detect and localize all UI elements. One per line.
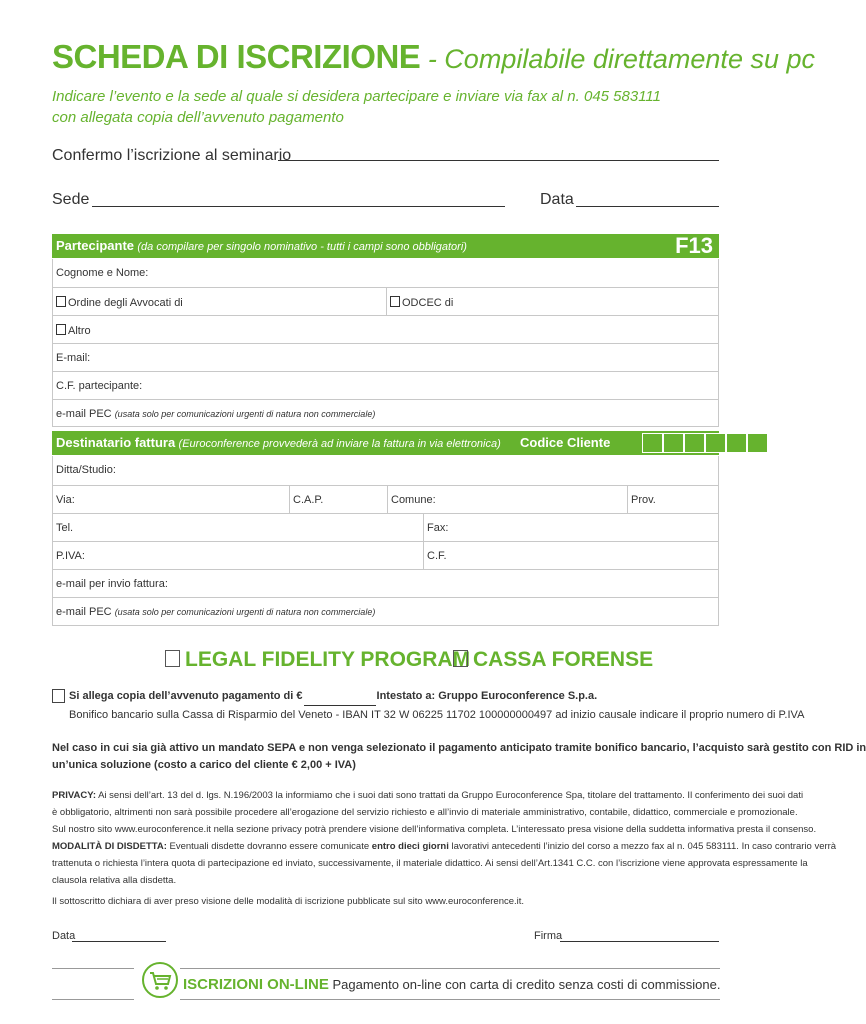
invoice-header xyxy=(52,431,719,455)
invoice-ditta-row[interactable] xyxy=(52,456,719,486)
client-code-label: Codice Cliente xyxy=(520,435,611,450)
payment-amount-label: Si allega copia dell’avvenuto pagamento di € xyxy=(69,690,303,702)
cassa-forense-label: CASSA FORENSE xyxy=(473,648,654,671)
participant-email-row[interactable] xyxy=(52,344,719,372)
disdetta-line-3: clausola relativa alla disdetta. xyxy=(52,875,177,886)
shopping-cart-icon xyxy=(142,962,178,998)
invoice-note: (Euroconference provvederà ad inviare la fattura in via elettronica) xyxy=(178,438,501,450)
online-registration-link[interactable] xyxy=(183,976,720,994)
disdetta-line-2: trattenuta o richiesta l’intera quota di partecipazione ed inviato, successivamente, il materiale didattico. Ai sensi dell’Art.1341 C.C. con l’iscrizione viene approvata espressamente la xyxy=(52,858,808,869)
instructions xyxy=(52,86,661,128)
altro-label: Altro xyxy=(68,325,91,337)
client-code-box[interactable] xyxy=(747,433,768,453)
online-text: Pagamento on-line con carta di credito senza costi di commissione. xyxy=(328,977,721,992)
title-sub: - Compilabile direttamente su pc xyxy=(420,44,815,74)
prov-cell[interactable] xyxy=(627,486,718,513)
seminar-field[interactable] xyxy=(278,160,719,161)
disdetta-line-1c: lavorativi antecedenti l’inizio del corso a mezzo fax al n. 045 583111. In caso contrario verrà xyxy=(448,841,837,852)
invoice-email-row[interactable] xyxy=(52,570,719,598)
disdetta-line-1a: Eventuali disdette dovranno essere comunicate xyxy=(166,841,372,852)
altro-checkbox[interactable] xyxy=(56,324,66,335)
odcec-label: ODCEC di xyxy=(402,297,454,309)
fax-label: Fax: xyxy=(427,522,449,534)
comune-cell[interactable] xyxy=(387,486,627,513)
sede-label: Sede xyxy=(52,191,90,208)
signature-data-label: Data xyxy=(52,930,76,942)
invoice-pec-row[interactable] xyxy=(52,598,719,626)
participant-note: (da compilare per singolo nominativo - tutti i campi sono obbligatori) xyxy=(137,241,467,253)
invoice-cf-cell[interactable] xyxy=(423,542,718,569)
pec-cell xyxy=(53,400,375,426)
signature-firma-label: Firma xyxy=(534,930,563,942)
invoice-pec-cell xyxy=(53,598,375,625)
pec-note: (usata solo per comunicazioni urgenti di natura non commerciale) xyxy=(114,409,376,419)
avvocati-label: Ordine degli Avvocati di xyxy=(68,297,183,309)
client-code-box[interactable] xyxy=(663,433,684,453)
invoice-pec-label: e-mail PEC xyxy=(56,606,112,618)
email-fattura-label: e-mail per invio fattura: xyxy=(56,578,168,590)
sepa-line-2: un’unica soluzione (costo a carico del cliente € 2,00 + IVA) xyxy=(52,759,356,771)
client-code-box[interactable] xyxy=(705,433,726,453)
piva-label: P.IVA: xyxy=(56,550,85,562)
instructions-line-1: Indicare l’evento e la sede al quale si desidera partecipare e inviare via fax al n. 045 583111 xyxy=(52,88,662,105)
via-label: Via: xyxy=(56,494,75,506)
privacy-label: PRIVACY: xyxy=(52,790,96,801)
client-code-box[interactable] xyxy=(726,433,747,453)
cap-cell[interactable] xyxy=(289,486,387,513)
form-code: F13 xyxy=(675,233,713,258)
online-label: ISCRIZIONI ON-LINE xyxy=(183,976,329,993)
disdetta-label: MODALITÀ DI DISDETTA: xyxy=(52,841,167,852)
payment-beneficiary: Intestato a: Gruppo Euroconference S.p.a. xyxy=(376,690,598,702)
declaration: Il sottoscritto dichiara di aver preso visione delle modalità di iscrizione pubblicate sul sito www.euroconference.it. xyxy=(52,896,525,907)
footer-divider xyxy=(52,968,134,969)
name-label: Cognome e Nome: xyxy=(56,267,149,279)
payment-checkbox[interactable] xyxy=(52,689,65,703)
invoice-cf-label: C.F. xyxy=(427,550,447,562)
signature-firma-field[interactable] xyxy=(560,941,719,942)
email-label: E-mail: xyxy=(56,352,91,364)
data-field[interactable] xyxy=(576,206,719,207)
client-code-box[interactable] xyxy=(642,433,663,453)
legal-fidelity-checkbox[interactable] xyxy=(165,650,180,667)
privacy-line-2: è obbligatorio, altrimenti non sarà possibile procedere all’erogazione del servizio richiesto e all’invio di materiale amministrativo, contabile, didattico, commerciale e promozionale. xyxy=(52,807,798,818)
fax-cell[interactable] xyxy=(423,514,718,541)
seminar-label: Confermo l’iscrizione al seminario xyxy=(52,147,292,164)
cf-label: C.F. partecipante: xyxy=(56,380,143,392)
instructions-line-2: con allegata copia dell’avvenuto pagamento xyxy=(52,109,344,126)
pec-label: e-mail PEC xyxy=(56,408,112,420)
participant-title: Partecipante xyxy=(56,238,135,253)
sepa-line-1: Nel caso in cui sia già attivo un mandato SEPA e non venga selezionato il pagamento anticipato tramite bonifico bancario, l’acquisto sarà gestito con RID in xyxy=(52,742,866,754)
privacy-block xyxy=(52,787,837,889)
footer-divider xyxy=(52,999,134,1000)
participant-name-row[interactable] xyxy=(52,259,719,288)
data-label: Data xyxy=(540,191,574,208)
title-main: SCHEDA DI ISCRIZIONE xyxy=(52,38,421,75)
client-code-box[interactable] xyxy=(684,433,705,453)
odcec-checkbox[interactable] xyxy=(390,296,400,307)
payment-line-2: Bonifico bancario sulla Cassa di Risparmio del Veneto - IBAN IT 32 W 06225 11702 100000000497 ad inizio causale indicare il proprio numero di P.IVA xyxy=(69,709,805,721)
invoice-title: Destinatario fattura xyxy=(56,435,176,450)
footer-divider xyxy=(180,999,720,1000)
participant-pec-row[interactable] xyxy=(52,400,719,427)
invoice-piva-row xyxy=(52,542,719,570)
cap-label: C.A.P. xyxy=(293,494,324,506)
participant-order-row xyxy=(52,288,719,316)
invoice-pec-note: (usata solo per comunicazioni urgenti di natura non commerciale) xyxy=(114,607,376,617)
sede-field[interactable] xyxy=(92,206,505,207)
ditta-label: Ditta/Studio: xyxy=(56,464,116,476)
cassa-forense-checkbox[interactable] xyxy=(453,650,468,667)
participant-header xyxy=(52,234,719,258)
tel-cell[interactable] xyxy=(53,514,423,541)
participant-altro-row[interactable] xyxy=(52,316,719,344)
signature-data-field[interactable] xyxy=(72,941,166,942)
cassa-forense-option[interactable] xyxy=(453,648,653,672)
via-cell[interactable] xyxy=(53,486,289,513)
page-title xyxy=(52,38,815,76)
invoice-tel-row xyxy=(52,514,719,542)
payment-amount-field[interactable] xyxy=(304,688,376,706)
invoice-address-row xyxy=(52,486,719,514)
tel-label: Tel. xyxy=(56,522,74,534)
disdetta-line-1b: entro dieci giorni xyxy=(371,841,449,852)
avvocati-cell[interactable] xyxy=(53,288,386,315)
avvocati-checkbox[interactable] xyxy=(56,296,66,307)
privacy-line-1: Ai sensi dell’art. 13 del d. lgs. N.196/2003 la informiamo che i suoi dati sono trattati da Gruppo Euroconference Spa, titolare del trattamento. Il conferimento dei suoi dati xyxy=(95,790,804,801)
prov-label: Prov. xyxy=(631,494,656,506)
privacy-line-3: Sul nostro sito www.euroconference.it nella sezione privacy potrà prendere visione dell’informativa completa. L’interessato presa visione della suddetta informativa presta il consenso. xyxy=(52,824,817,835)
odcec-cell[interactable] xyxy=(386,288,718,315)
piva-cell[interactable] xyxy=(53,542,423,569)
legal-fidelity-label: LEGAL FIDELITY PROGRAM xyxy=(185,648,471,671)
comune-label: Comune: xyxy=(391,494,436,506)
payment-line-1 xyxy=(69,688,597,706)
participant-cf-row[interactable] xyxy=(52,372,719,400)
altro-cell xyxy=(53,316,91,343)
legal-fidelity-option[interactable] xyxy=(165,648,470,672)
footer-divider xyxy=(180,968,720,969)
